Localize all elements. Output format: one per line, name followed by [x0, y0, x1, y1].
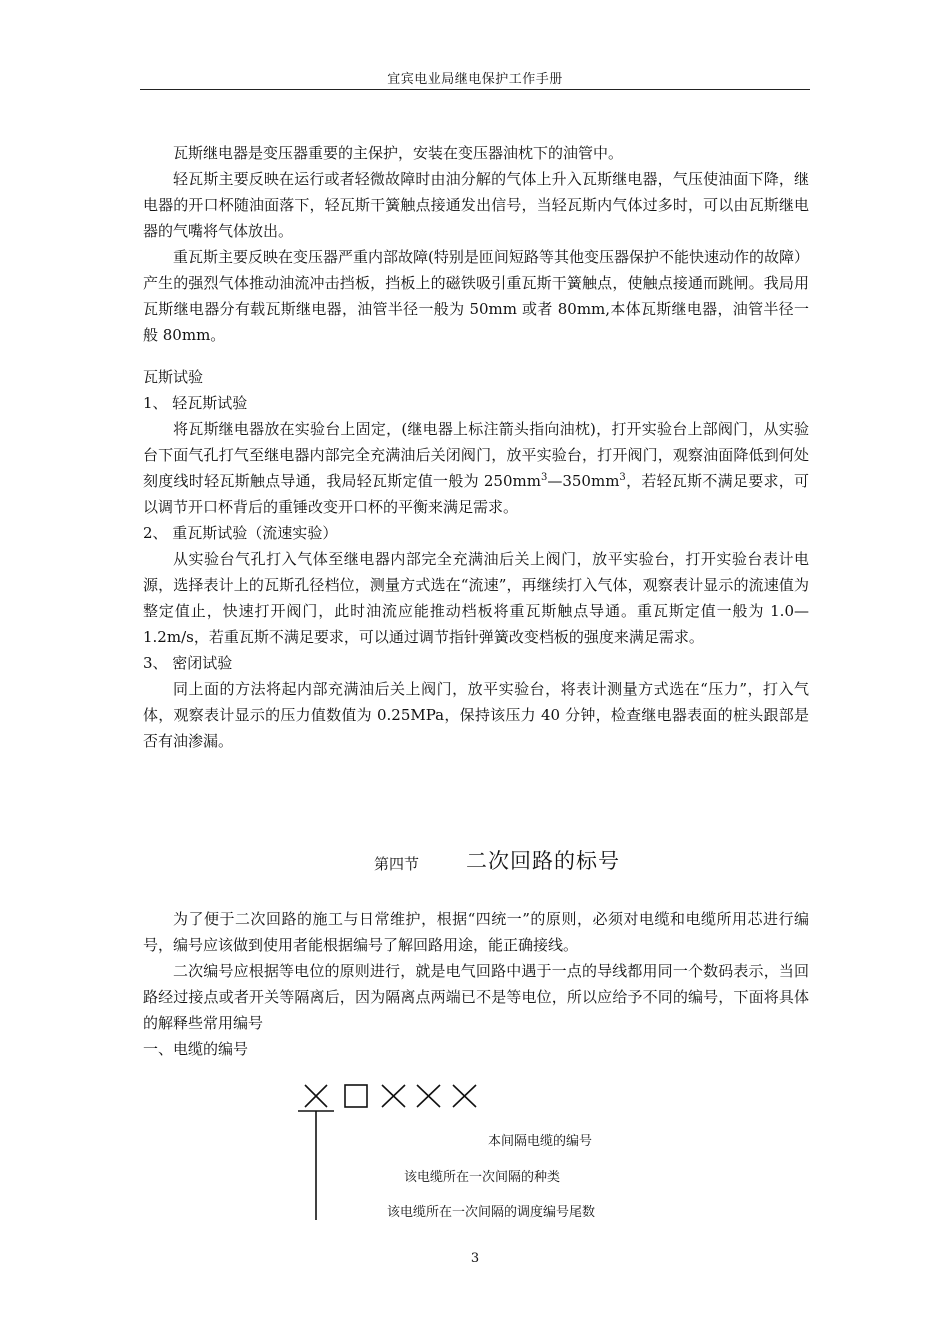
- header-rule: [140, 89, 810, 90]
- heavy-gas-heading: 2、 重瓦斯试验（流速实验）: [143, 524, 338, 542]
- seal-test-heading: 3、 密闭试验: [143, 654, 233, 672]
- page-number: 3: [470, 1251, 480, 1266]
- light-gas-sup-1: 3: [540, 472, 548, 483]
- intro-paragraph-3: 重瓦斯主要反映在变压器严重内部故障(特别是匝间短路等其他变压器保护不能快速动作的故障）产生的强烈气体推动油流冲击挡板，挡板上的磁铁吸引重瓦斯干簧触点，使触点接通而跳闸。我局用瓦斯继电器分有载瓦斯继电器，油管半径一般为 50mm 或者 80mm,本体瓦斯继电器，油管半径一般 80mm。: [143, 248, 809, 344]
- intro-paragraph-1: 瓦斯继电器是变压器重要的主保护，安装在变压器油枕下的油管中。: [173, 144, 624, 162]
- section-title: 二次回路的标号: [466, 849, 620, 873]
- light-gas-text-a: 将瓦斯继电器放在实验台上固定，(继电器上标注箭头指向油枕)，打开实验台上部阀门，从实验台下面气孔打气至继电器内部完全充满油后关闭阀门，放平实验台，打开阀门，观察油面降低到何处刻度线时轻瓦斯触点导通，我局轻瓦斯定值一般为 250mm: [143, 420, 809, 490]
- light-gas-text-c: ，若轻瓦斯不满足要求，可以调节开口杯背后的重锤改变开口杯的平衡来满足需求。: [143, 472, 809, 516]
- cable-number-diagram: [290, 1080, 650, 1230]
- intro-paragraph-2: 轻瓦斯主要反映在运行或者轻微故障时由油分解的气体上升入瓦斯继电器，气压使油面下降，继电器的开口杯随油面落下，轻瓦斯干簧触点接通发出信号，当轻瓦斯内气体过多时，可以由瓦斯继电器的气嘴将气体放出。: [143, 170, 809, 240]
- section-number: 第四节: [374, 855, 420, 873]
- section-paragraph-2: 二次编号应根据等电位的原则进行，就是电气回路中遇于一点的导线都用同一个数码表示，当回路经过接点或者开关等隔离后，因为隔离点两端已不是等电位，所以应给予不同的编号，下面将具体的解释些常用编号: [143, 962, 809, 1032]
- section-heading: [0, 845, 950, 875]
- diagram-label-3: 该电缆所在一次间隔的调度编号尾数: [387, 1205, 596, 1220]
- heavy-gas-paragraph: 从实验台气孔打入气体至继电器内部完全充满油后关上阀门，放平实验台，打开实验台表计电源，选择表计上的瓦斯孔径档位，测量方式选在“流速”，再继续打入气体，观察表计显示的流速值为整定值止，快速打开阀门，此时油流应能推动档板将重瓦斯触点导通。重瓦斯定值一般为 1.0—1.2m/s，若重瓦斯不满足要求，可以通过调节指针弹簧改变档板的强度来满足需求。: [143, 550, 809, 646]
- light-gas-sup-2: 3: [619, 472, 626, 483]
- intro-block: [143, 140, 809, 348]
- running-header: 宜宾电业局继电保护工作手册: [387, 72, 563, 87]
- test-title: 瓦斯试验: [143, 368, 204, 386]
- light-gas-paragraph: [143, 416, 809, 520]
- diagram-label-1: 本间隔电缆的编号: [488, 1134, 593, 1149]
- light-gas-heading: 1、 轻瓦斯试验: [143, 394, 248, 412]
- section-body: [143, 906, 809, 1062]
- cable-numbering-heading: 一、电缆的编号: [143, 1040, 249, 1058]
- diagram-label-2: 该电缆所在一次间隔的种类: [404, 1170, 561, 1185]
- placeholder-square: [345, 1085, 367, 1107]
- seal-test-paragraph: 同上面的方法将起内部充满油后关上阀门，放平实验台，将表计测量方式选在“压力”，打入气体，观察表计显示的压力值数值为 0.25MPa，保持该压力 40 分钟，检查继电器表面的桩头跟部是否有油渗漏。: [143, 680, 809, 750]
- section-paragraph-1: 为了便于二次回路的施工与日常维护，根据“四统一”的原则，必须对电缆和电缆所用芯进行编号，编号应该做到使用者能根据编号了解回路用途，能正确接线。: [143, 910, 809, 954]
- test-block: [143, 364, 809, 754]
- light-gas-text-b: —350mm: [547, 472, 620, 490]
